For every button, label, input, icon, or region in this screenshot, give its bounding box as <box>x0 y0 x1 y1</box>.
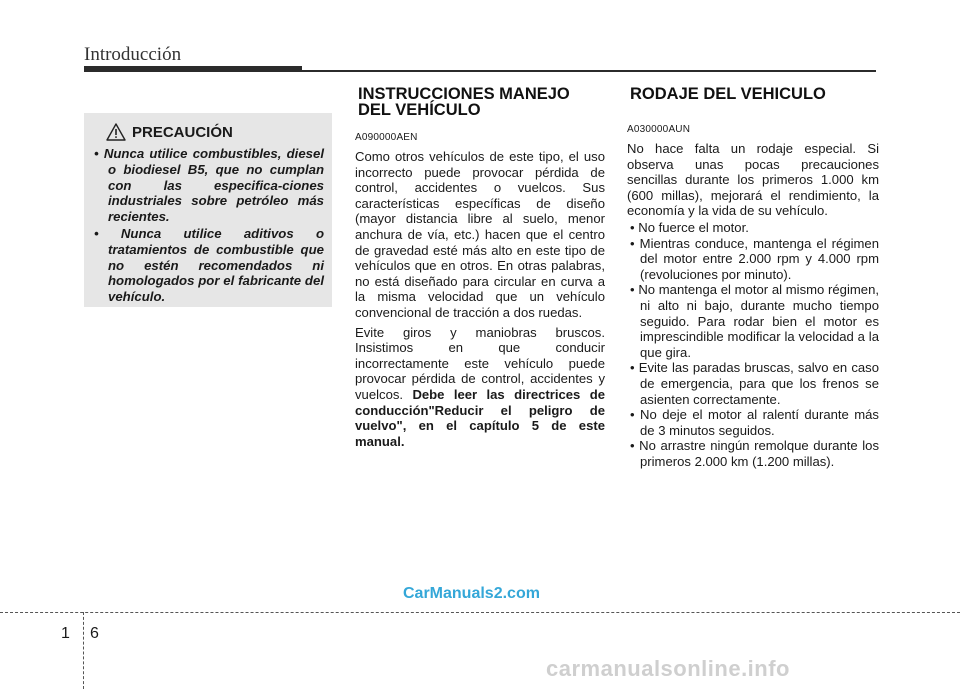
list-item: • No mantenga el motor al mismo régimen, ni alto ni bajo, durante mucho tiempo seguido. Para rodar bien el motor es imprescindible modificar la velocidad a la que gira. <box>630 282 879 360</box>
break-in-bullets <box>627 220 879 470</box>
break-in-title: RODAJE DEL VEHICULO <box>630 85 826 103</box>
site-watermark: carmanualsonline.info <box>546 656 790 681</box>
watermark-link[interactable]: CarManuals2.com <box>403 585 540 602</box>
list-item: • No arrastre ningún remolque durante los primeros 2.000 km (1.200 millas). <box>630 438 879 469</box>
list-item: • Mientras conduce, mantenga el régimen del motor entre 2.000 rpm y 4.000 rpm (revoluciones por minuto). <box>630 235 879 282</box>
instructions-title-line1: INSTRUCCIONES MANEJO <box>358 85 570 103</box>
list-item: • Evite las paradas bruscas, salvo en caso de emergencia, para que los frenos se asienten correctamente. <box>630 360 879 407</box>
caution-list <box>92 146 324 305</box>
warning-triangle-icon <box>106 123 126 141</box>
break-in-code: A030000AUN <box>627 124 691 135</box>
caution-box <box>84 113 332 307</box>
list-item-text: No fuerce el motor. <box>638 219 749 235</box>
caution-header <box>106 123 324 141</box>
header-rule-thick <box>84 66 302 72</box>
footer-vertical-divider <box>83 612 84 689</box>
caution-item: • Nunca utilice combustibles, diesel o biodiesel B5, que no cumplan con las especifica-ciones industriales sobre petróleo más recientes. <box>94 146 324 225</box>
page-header-title: Introducción <box>84 44 182 65</box>
list-item-text: Mientras conduce, mantenga el régimen del motor entre 2.000 rpm y 4.000 rpm (revoluciones por minuto). <box>639 235 879 282</box>
list-item-text: No deje el motor al ralentí durante más de 3 minutos seguidos. <box>640 407 879 438</box>
instructions-bold-text: Debe leer las directrices de conducción"Reducir el peligro de vuelvo", en el capítulo 5 de este manual. <box>355 386 605 449</box>
instructions-text: Evite giros y maniobras bruscos. Insistimos en que conducir incorrectamente este vehículo puede provocar pérdida de control, accidentes y vuelcos. <box>355 324 605 402</box>
break-in-section <box>627 86 879 469</box>
header-rule-thin <box>302 70 876 72</box>
caution-title: PRECAUCIÓN <box>132 123 233 141</box>
instructions-title-line2: DEL VEHÍCULO <box>358 101 481 119</box>
instructions-code: A090000AEN <box>355 132 418 143</box>
chapter-number: 1 <box>61 625 70 642</box>
caution-item-text: Nunca utilice aditivos o tratamientos de combustible que no estén recomendados ni homologados por el fabricante del vehículo. <box>108 225 324 305</box>
list-item-text: No arrastre ningún remolque durante los primeros 2.000 km (1.200 millas). <box>639 438 879 469</box>
list-item-text: Evite las paradas bruscas, salvo en caso de emergencia, para que los frenos se asienten correctamente. <box>638 360 879 407</box>
list-item: • No fuerce el motor. <box>630 219 749 235</box>
break-in-intro: No hace falta un rodaje especial. Si observa unas pocas precauciones sencillas durante los primeros 1.000 km (600 millas), mejorará el rendimiento, la economía y la vida de su vehículo. <box>627 141 879 219</box>
caution-item: • Nunca utilice aditivos o tratamientos de combustible que no estén recomendados ni homologados por el fabricante del vehículo. <box>94 225 324 305</box>
instructions-paragraph: Como otros vehículos de este tipo, el uso incorrecto puede provocar pérdida de control, accidentes o vuelcos. Sus características específicas de diseño (mayor distancia libre al suelo, menor anchura de vía, etc.) hacen que el centro de gravedad esté más alto en este tipo de vehículos que en otros. En otras palabras, no está diseñado para circular en curva a la misma velocidad que un vehículo convencional de tracción a dos ruedas. <box>355 149 605 320</box>
page-number: 6 <box>90 625 99 642</box>
instructions-section <box>355 86 605 453</box>
instructions-paragraph <box>355 325 605 450</box>
footer-divider <box>0 612 960 613</box>
list-item: • No deje el motor al ralentí durante más de 3 minutos seguidos. <box>630 407 879 438</box>
list-item-text: No mantenga el motor al mismo régimen, ni alto ni bajo, durante mucho tiempo seguido. Para rodar bien el motor es imprescindible modificar la velocidad a la que gira. <box>638 282 879 360</box>
instructions-title <box>358 86 605 118</box>
caution-item-text: Nunca utilice combustibles, diesel o biodiesel B5, que no cumplan con las especifica-ciones industriales sobre petróleo más recientes. <box>103 146 324 225</box>
